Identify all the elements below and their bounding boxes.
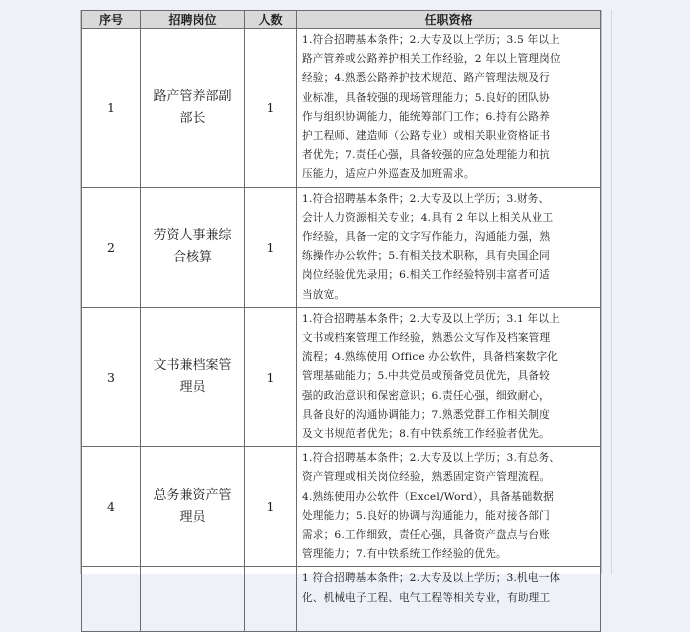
qualification-line: 者优先；7.责任心强，具备较强的应急处理能力和抗 xyxy=(302,149,550,162)
table-row xyxy=(82,29,601,188)
qualification-line: 会计人力资源相关专业；4.具有 2 年以上相关从业工 xyxy=(302,211,554,224)
table-row xyxy=(82,307,601,446)
row-count xyxy=(245,567,297,632)
row-qualifications xyxy=(297,187,601,307)
qualification-line: 流程；4.熟练使用 Office 办公软件，具备档案数字化 xyxy=(302,351,559,364)
qualification-line: 1 符合招聘基本条件；2.大专及以上学历；3.机电一体 xyxy=(302,572,561,585)
row-position: 劳资人事兼综合核算 xyxy=(141,187,245,307)
row-count: 1 xyxy=(245,29,297,188)
qualification-line: 路产管养或公路养护相关工作经验，2 年以上管理岗位 xyxy=(302,53,561,66)
table-row xyxy=(82,567,601,632)
header-count: 人数 xyxy=(245,11,297,29)
qualification-line: 资产管理或相关岗位经验，熟悉固定资产管理流程。 xyxy=(302,471,551,484)
row-count: 1 xyxy=(245,307,297,446)
qualification-line: 练操作办公软件；5.有相关技术职称，具有央国企同 xyxy=(302,250,550,263)
table-row xyxy=(82,447,601,567)
qualification-line: 压能力，适应户外巡查及加班需求。 xyxy=(302,168,475,181)
document-page xyxy=(80,10,602,604)
row-position: 总务兼资产管理员 xyxy=(141,447,245,567)
qualification-line: 岗位经验优先录用；6.相关工作经验特别丰富者可适 xyxy=(302,269,550,282)
qualification-line: 护工程师、建造师（公路专业）或相关职业资格证书 xyxy=(302,130,551,143)
row-number: 3 xyxy=(82,307,141,446)
qualification-line: 业标准，具备较强的现场管理能力；5.良好的团队协 xyxy=(302,91,550,104)
qualification-line: 管理基础能力；5.中共党员或预备党员优先，具备较 xyxy=(302,370,550,383)
qualification-line: 化、机械电子工程、电气工程等相关专业，有助理工 xyxy=(302,591,551,604)
qualification-line: 当放宽。 xyxy=(302,288,346,301)
qualification-line: 及文书规范者优先；8.有中铁系统工作经验者优先。 xyxy=(302,428,550,441)
row-number xyxy=(82,567,141,632)
row-qualifications xyxy=(297,307,601,446)
header-no: 序号 xyxy=(82,11,141,29)
qualification-line: 作经验，具备一定的文字写作能力，沟通能力强，熟 xyxy=(302,231,551,244)
qualification-line: 4.熟练使用办公软件（Excel/Word），具备基础数据 xyxy=(302,490,554,503)
row-qualifications xyxy=(297,29,601,188)
row-number: 2 xyxy=(82,187,141,307)
page-edge-divider xyxy=(611,10,612,574)
qualification-line: 处理能力；5.良好的协调与沟通能力，能对接各部门 xyxy=(302,509,550,522)
table-header-row xyxy=(82,11,601,29)
qualification-line: 1.符合招聘基本条件；2.大专及以上学历；3.1 年以上 xyxy=(302,312,560,325)
qualification-line: 文书或档案管理工作经验，熟悉公文写作及档案管理 xyxy=(302,332,551,345)
row-position xyxy=(141,567,245,632)
qualification-line: 管理能力；7.有中铁系统工作经验的优先。 xyxy=(302,548,507,561)
row-qualifications xyxy=(297,447,601,567)
row-position: 文书兼档案管理员 xyxy=(141,307,245,446)
row-number: 1 xyxy=(82,29,141,188)
table-row xyxy=(82,187,601,307)
qualification-line: 强的政治意识和保密意识；6.责任心强，细致耐心， xyxy=(302,389,550,402)
qualification-line: 1.符合招聘基本条件；2.大专及以上学历；3.有总务、 xyxy=(302,452,561,465)
qualification-line: 需求；6.工作细致，责任心强，具备资产盘点与台账 xyxy=(302,529,550,542)
qualification-line: 具备良好的沟通协调能力；7.熟悉党群工作相关制度 xyxy=(302,408,550,421)
row-qualifications xyxy=(297,567,601,632)
row-position: 路产管养部副部长 xyxy=(141,29,245,188)
header-qualifications: 任职资格 xyxy=(297,11,601,29)
header-position: 招聘岗位 xyxy=(141,11,245,29)
qualification-line: 作与组织协调能力，能统筹部门工作；6.持有公路养 xyxy=(302,110,550,123)
recruitment-table xyxy=(81,10,601,632)
row-count: 1 xyxy=(245,447,297,567)
qualification-line: 经验；4.熟悉公路养护技术规范、路产管理法规及行 xyxy=(302,72,550,85)
qualification-line: 1.符合招聘基本条件；2.大专及以上学历；3.5 年以上 xyxy=(302,34,560,46)
qualification-line: 1.符合招聘基本条件；2.大专及以上学历；3.财务、 xyxy=(302,192,550,205)
row-number: 4 xyxy=(82,447,141,567)
row-count: 1 xyxy=(245,187,297,307)
